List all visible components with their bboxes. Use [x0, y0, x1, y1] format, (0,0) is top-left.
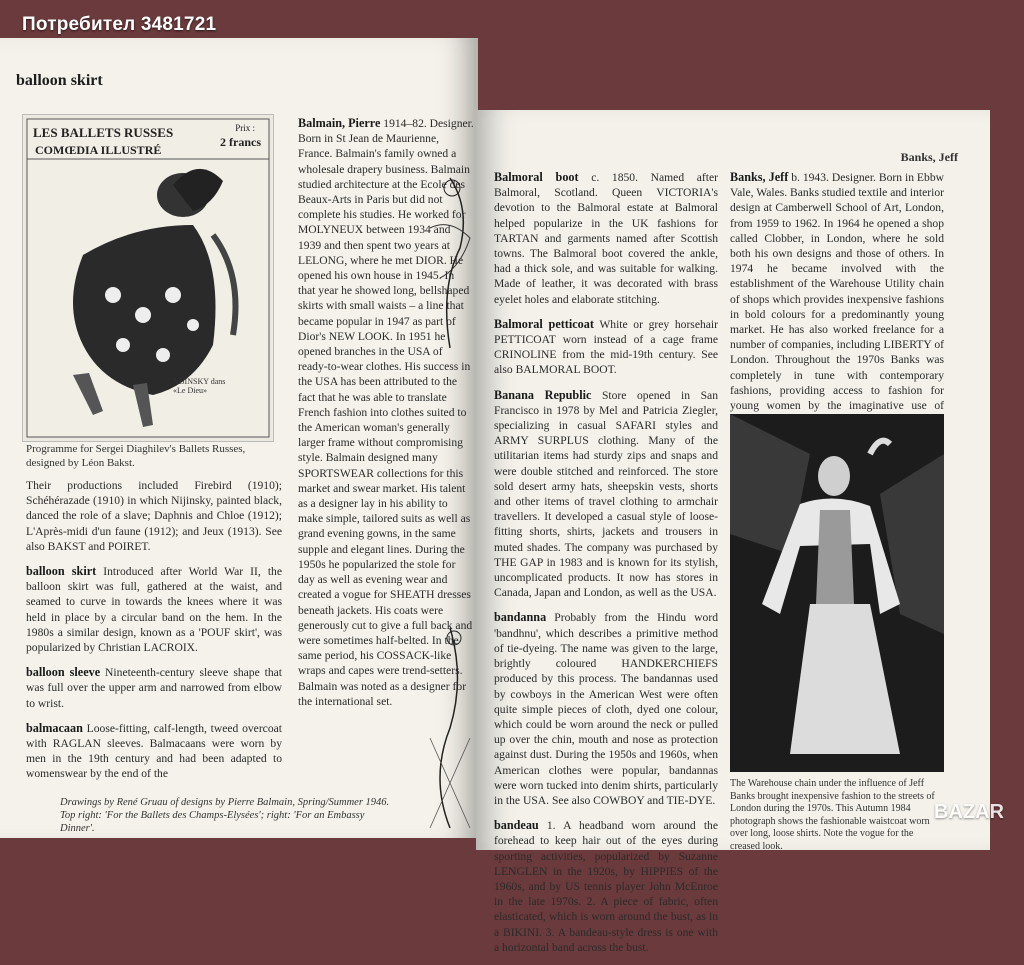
headword: Banks, Jeff [730, 170, 789, 184]
poster-subtitle: COMŒDIA ILLUSTRÉ [35, 143, 162, 157]
ballets-russes-continued: Their productions included Firebird (1910); Schéhérazade (1910) in which Nijinsky, painted black, danced the role of a slave; Daphnis and Chloe (1912); L'Après-midi d'un faune (1912); and Jeux (1913). See also BAKST and POIRET. [26, 479, 282, 553]
poster-caption [26, 442, 276, 470]
warehouse-fashion-photo [730, 414, 944, 772]
poster-caption-line2: designed by Léon Bakst. [26, 457, 135, 469]
entry-body: Nineteenth-century sleeve shape that was full over the upper arm and narrowed from elbow to wrist. [26, 666, 283, 710]
entry-body: b. 1943. Designer. Born in Ebbw Vale, Wales. Banks studied textile and interior design at Camberwell School of Art, London, from 1959 to 1962. In 1964 he opened a shop called Clobber, in London, where he sold both his own designs and those of others. In 1974 he became involved with the establishment of the Warehouse Utility chain of shops which provides inexpensive fashions in bold colours for a predominantly young market. He has also worked freelance for a number of companies, including LIBERTY of London. Throughout the 1970s Banks was completely in tune with contemporary fashions, providing access to fashion for young women by the imaginative use of [730, 171, 944, 413]
entry-body: Probably from the Hindu word 'bandhnu', which describes a primitive method of tie-dyeing. The name was given to the large, brightly coloured HANDKERCHIEFS produced by this process. The bandannas used by cowboys in the American West were often quite simple pieces of cloth, dyed one colour, which could be worn around the neck or pulled up over the chin, mouth and nose as protection against dust. During the 1950s and 1960s, when American clothes were popular, bandannas were worn tucked into denim shirts, particularly in the USA. See also COWBOY and TIE-DYE. [494, 611, 718, 807]
running-head-left: balloon skirt [16, 72, 103, 89]
entry-body: White or grey horsehair PETTICOAT worn instead of a cage frame CRINOLINE from the mid-19th century. See also BALMORAL BOOT. [494, 317, 718, 377]
entry-body: c. 1850. Named after Balmoral, Scotland. Queen VICTORIA's devotion to the Balmoral estate at Balmoral helped popularize in the UK fashions for TARTAN and garments named after Scottish towns. The Balmoral boot covered the ankle, had a thick sole, and was suitable for walking. Made of leather, it was decorated with brass eyelet holes and elaborate stitching. [494, 171, 718, 306]
headword: bandanna [494, 610, 547, 625]
entry-balmoral-boot [494, 170, 718, 307]
entry-body: 1. A headband worn around the forehead to keep hair out of the eyes during sporting activities, popularized by Suzanne LENGLEN in the 1920s, by HIPPIES of the 1960s, and by US tennis player John McEnroe in the late 1970s. 2. A piece of fabric, often elasticated, which is worn around the bust, as in a BIKINI. 3. A bandeau-style dress is one with a horizontal band across the bust. [494, 819, 718, 954]
right-page [476, 110, 990, 954]
headword: Banana Republic [494, 387, 592, 402]
right-column-1 [494, 170, 718, 965]
bazar-watermark: BAZAR [934, 801, 1004, 823]
poster-illustration [23, 115, 273, 441]
headword: bandeau [494, 818, 539, 833]
user-badge: Потребител 3481721 [22, 14, 217, 35]
entry-balloon-sleeve [26, 665, 282, 711]
entry-banana-republic [494, 388, 718, 601]
entry-body: Loose-fitting, calf-length, tweed overcoat with RAGLAN sleeves. Balmacaans were worn by men in the 19th century and had been adapted to womenswear by the end of the [26, 721, 282, 781]
entry-bandeau [494, 818, 718, 955]
running-head-right: Banks, Jeff [900, 150, 958, 164]
poster-caption-line1: Programme for Sergei Diaghilev's Ballets Russes, [26, 443, 246, 455]
photo-caption: The Warehouse chain under the influence of Jeff Banks brought inexpensive fashion to the streets of London during the 1970s. This Autumn 1984 photograph shows the fashionable waistcoat worn over long, loose shirts. Note the vogue for the creased look. [730, 778, 935, 852]
headword: balloon skirt [26, 564, 97, 579]
left-column-1 [26, 478, 282, 792]
entry-balmoral-petticoat [494, 317, 718, 378]
left-page [0, 38, 478, 838]
gruau-caption: Drawings by René Gruau of designs by Pierre Balmain, Spring/Summer 1946. Top right: 'For the Ballets des Champs-Elysées'; right: 'For an Embassy Dinner'. [60, 797, 390, 834]
poster-price-label: Prix : [235, 123, 255, 133]
gruau-sketch-top [420, 168, 480, 358]
entry-balmacaan [26, 721, 282, 782]
poster-price: 2 francs [220, 135, 261, 149]
entry-body: Introduced after World War II, the balloon skirt was full, gathered at the waist, and seamed to curve in towards the knees where it was held in place by a circular band on the hem. In the 1980s a similar design, known as a 'POUF skirt', was popularized by Christian LACROIX. [26, 565, 282, 655]
headword: Balmoral boot [494, 170, 579, 184]
headword: balmacaan [26, 720, 83, 735]
ballets-russes-poster [22, 114, 274, 442]
open-book [0, 24, 1004, 954]
poster-figure-label: NIJINSKY dans «Le Dieu» [173, 377, 226, 395]
entry-banks-jeff [730, 170, 944, 444]
poster-title: LES BALLETS RUSSES [33, 125, 174, 140]
headword: Balmoral petticoat [494, 316, 594, 331]
right-column-2 [730, 170, 944, 454]
headword: Balmain, Pierre [298, 116, 381, 130]
entry-bandanna [494, 610, 718, 808]
gruau-sketch-bottom [420, 618, 480, 838]
entry-body: Store opened in San Francisco in 1978 by Mel and Patricia Ziegler, specializing in casual SAFARI styles and ARMY SURPLUS clothing. Many of the utilitarian items had sturdy zips and snaps and were double stitched and reinforced. The store sold desert army hats, sheepskin vests, shorts and other items of travel clothing to armchair travellers. It developed a casual style of loose-fitting shorts, shirts, jackets and trousers in muted shades. The company was purchased by THE GAP in 1983 and is known for its stylish, uncomplicated products. It now has stores in Canada, Japan and London, as well as the USA. [494, 388, 718, 600]
headword: balloon sleeve [26, 665, 101, 680]
entry-body: 1914–82. Designer. Born in St Jean de Maurienne, France. Balmain's family owned a wholesale drapery business. Balmain studied architecture at the Ecole des Beaux-Arts in Paris but did not complete his studies. He worked for MOLYNEUX between 1934 and 1939 and then spent two years at LELONG, where he met DIOR. He opened his own house in 1945. In that year he showed long, bellshaped skirts with small waists – a line that became popular in 1947 as part of Dior's NEW LOOK. In 1951 he opened branches in the USA of ready-to-wear clothes. His success in the USA has been attributed to the fact that he was able to translate French fashion into clothes suited to the American woman's generally larger frame without compromising style. Balmain designed many SPORTSWEAR collections for this market and swear market. His talent as a designer lay in his ability to make simple, tailored suits as well as grand evening gowns, in the same supple and elegant lines. During the 1950s he popularized the stole for day as well as evening wear and created a vogue for SHEATH dresses beneath jackets. His coats were generously cut to give a full back and were sometimes half-belted. In the same period, his COSSACK-like wraps and capes were trend-setters. Balmain was noted as a designer for the international set. [298, 117, 474, 708]
entry-balloon-skirt [26, 564, 282, 655]
